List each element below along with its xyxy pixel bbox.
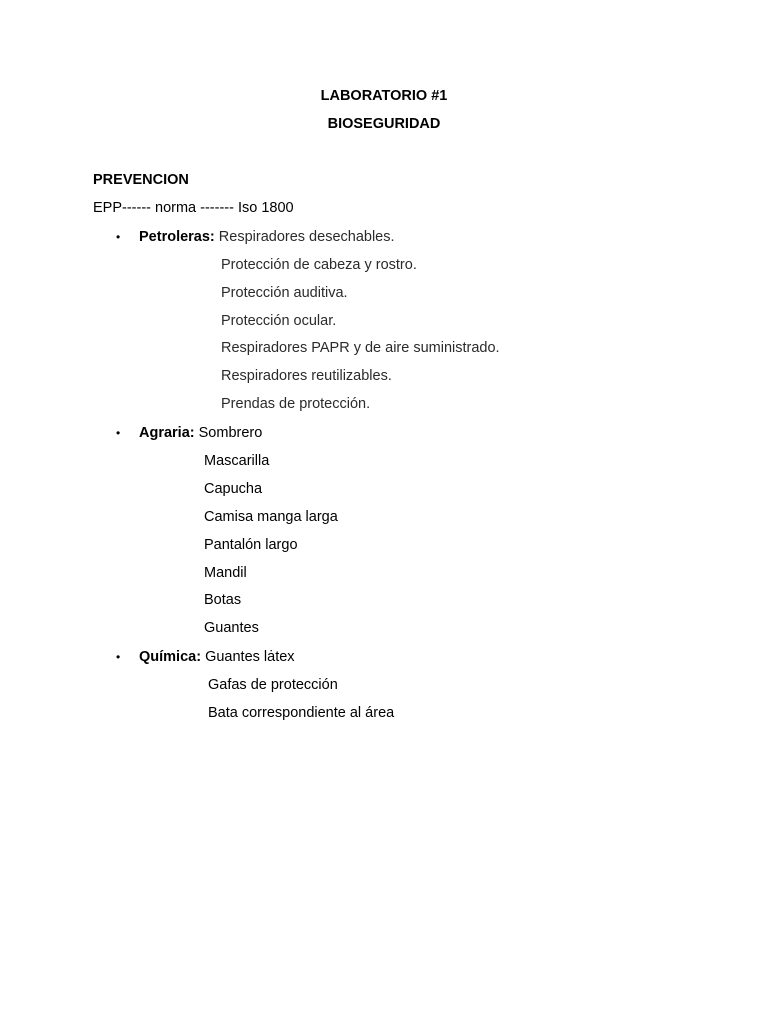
document-title: LABORATORIO #1	[320, 88, 448, 104]
list-item: Mascarilla	[204, 453, 270, 469]
list-item: Respiradores reutilizables.	[221, 368, 392, 384]
group-petroleras-first-line	[139, 228, 395, 246]
list-item: Respiradores desechables.	[218, 229, 395, 245]
list-item: Gafas de protección	[208, 677, 338, 693]
section-heading: PREVENCION	[93, 172, 189, 188]
list-item: Protección ocular.	[221, 313, 337, 329]
group-label-petroleras: Petroleras:	[139, 229, 215, 245]
intro-line: EPP------ norma ------- Iso 1800	[93, 200, 294, 216]
list-item: Guantes	[204, 620, 259, 636]
list-item: Protección de cabeza y rostro.	[221, 257, 417, 273]
bullet-icon: •	[116, 426, 121, 440]
list-item: Protección auditiva.	[221, 285, 348, 301]
document-subtitle: BIOSEGURIDAD	[327, 116, 441, 132]
group-label-quimica: Química:	[139, 649, 202, 665]
list-item: Capucha	[204, 481, 263, 497]
list-item: Prendas de protección.	[221, 396, 371, 412]
bullet-icon: •	[116, 650, 121, 664]
group-agraria-first-line	[139, 424, 262, 442]
group-quimica-first-line	[139, 648, 295, 666]
list-item: Pantalón largo	[204, 537, 298, 553]
list-item: Sombrero	[198, 425, 263, 441]
list-item: Mandil	[204, 565, 247, 581]
bullet-icon: •	[116, 230, 121, 244]
list-item: Camisa manga larga	[204, 509, 338, 525]
group-label-agraria: Agraria:	[139, 425, 195, 441]
list-item: Bata correspondiente al área	[208, 705, 395, 721]
list-item: Botas	[204, 592, 242, 608]
list-item: Guantes lȧtex	[205, 649, 295, 665]
list-item: Respiradores PAPR y de aire suministrado.	[221, 340, 500, 356]
